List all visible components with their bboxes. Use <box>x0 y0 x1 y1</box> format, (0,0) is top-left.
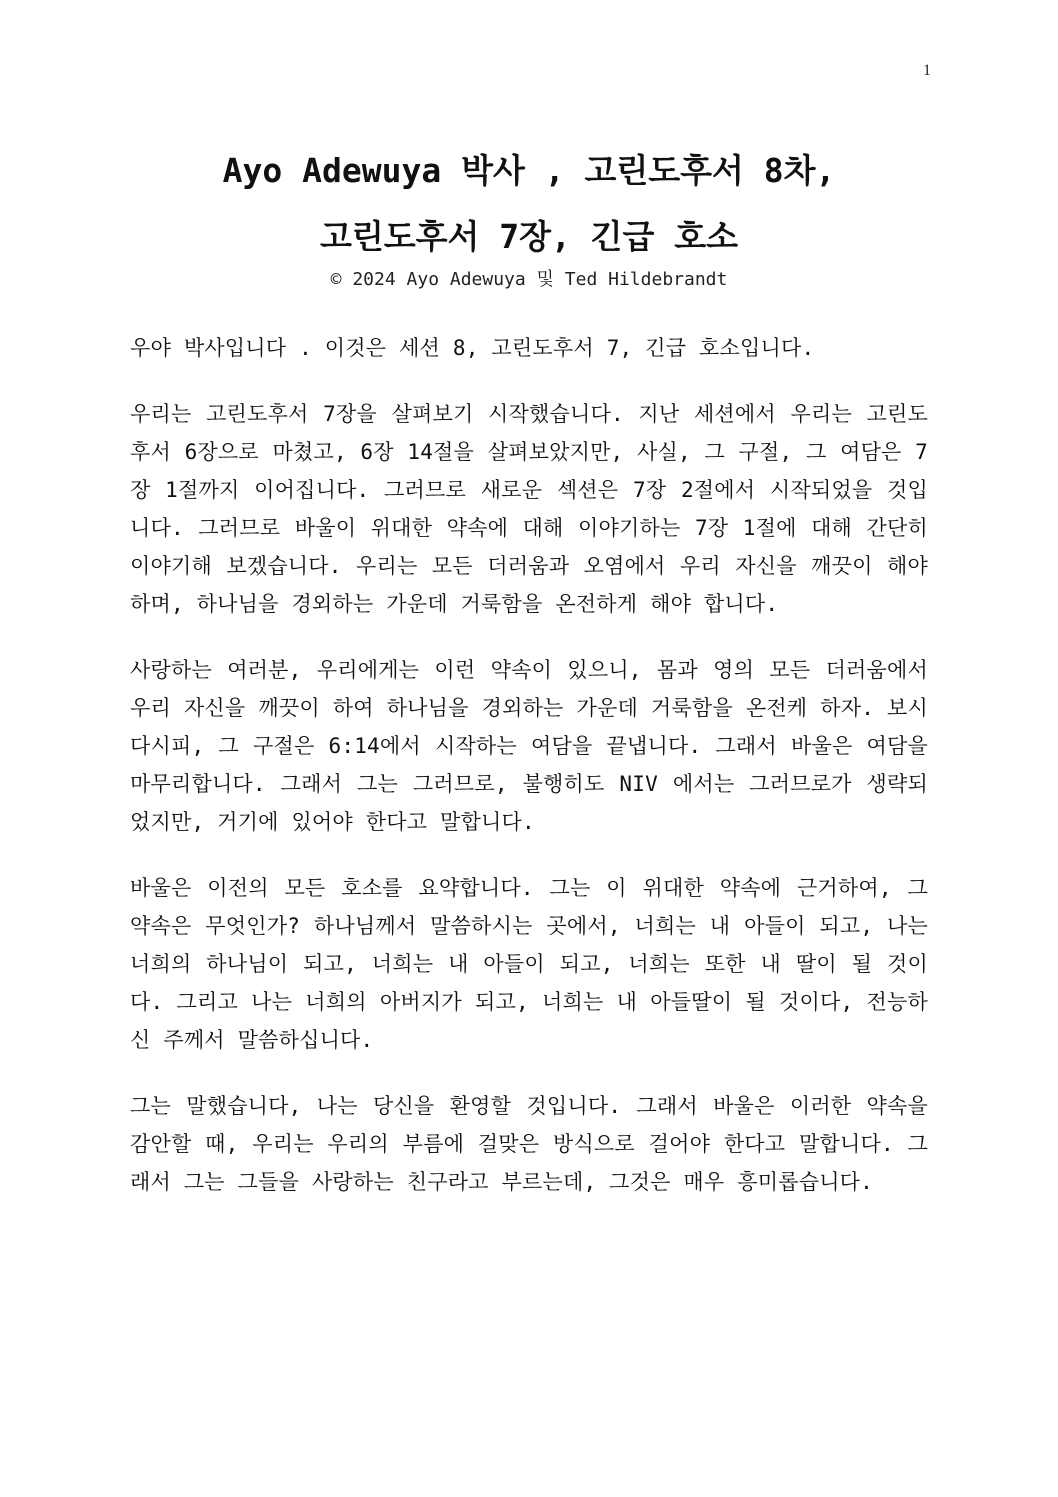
document-title <box>130 138 928 270</box>
document-body <box>130 329 928 1229</box>
paragraph-2: 우리는 고린도후서 7장을 살펴보기 시작했습니다. 지난 세션에서 우리는 고린도후서 6장으로 마쳤고, 6장 14절을 살펴보았지만, 사실, 그 구절, 그 여담은 7장 1절까지 이어집니다. 그러므로 새로운 섹션은 7장 2절에서 시작되었을 것입니다. 그러므로 바울이 위대한 약속에 대해 이야기하는 7장 1절에 대해 간단히 이야기해 보겠습니다. 우리는 모든 더러움과 오염에서 우리 자신을 깨끗이 해야 하며, 하나님을 경외하는 가운데 거룩함을 온전하게 해야 합니다. <box>130 402 928 616</box>
paragraph-4: 바울은 이전의 모든 호소를 요약합니다. 그는 이 위대한 약속에 근거하여, 그 약속은 무엇인가? 하나님께서 말씀하시는 곳에서, 너희는 내 아들이 되고, 나는 너희의 하나님이 되고, 너희는 내 아들이 되고, 너희는 또한 내 딸이 될 것이다. 그리고 나는 너희의 아버지가 되고, 너희는 내 아들딸이 될 것이다, 전능하신 주께서 말씀하십니다. <box>130 876 928 1052</box>
paragraph-3: 사랑하는 여러분, 우리에게는 이런 약속이 있으니, 몸과 영의 모든 더러움에서 우리 자신을 깨끗이 하여 하나님을 경외하는 가운데 거룩함을 온전케 하자. 보시다시피, 그 구절은 6:14에서 시작하는 여담을 끝냅니다. 그래서 바울은 여담을 마무리합니다. 그래서 그는 그러므로, 불행히도 NIV 에서는 그러므로가 생략되었지만, 거기에 있어야 한다고 말합니다. <box>130 658 928 834</box>
title-line-1: Ayo Adewuya 박사 , 고린도후서 8차, <box>222 151 836 190</box>
title-line-2: 고린도후서 7장, 긴급 호소 <box>319 217 739 256</box>
copyright-notice: © 2024 Ayo Adewuya 및 Ted Hildebrandt <box>330 269 728 290</box>
page-number: 1 <box>923 62 931 79</box>
paragraph-5: 그는 말했습니다, 나는 당신을 환영할 것입니다. 그래서 바울은 이러한 약속을 감안할 때, 우리는 우리의 부름에 걸맞은 방식으로 걸어야 한다고 말합니다. 그래서 그는 그들을 사랑하는 친구라고 부르는데, 그것은 매우 흥미롭습니다. <box>130 1094 928 1194</box>
paragraph-1: 우야 박사입니다 . 이것은 세션 8, 고린도후서 7, 긴급 호소입니다. <box>130 336 815 360</box>
